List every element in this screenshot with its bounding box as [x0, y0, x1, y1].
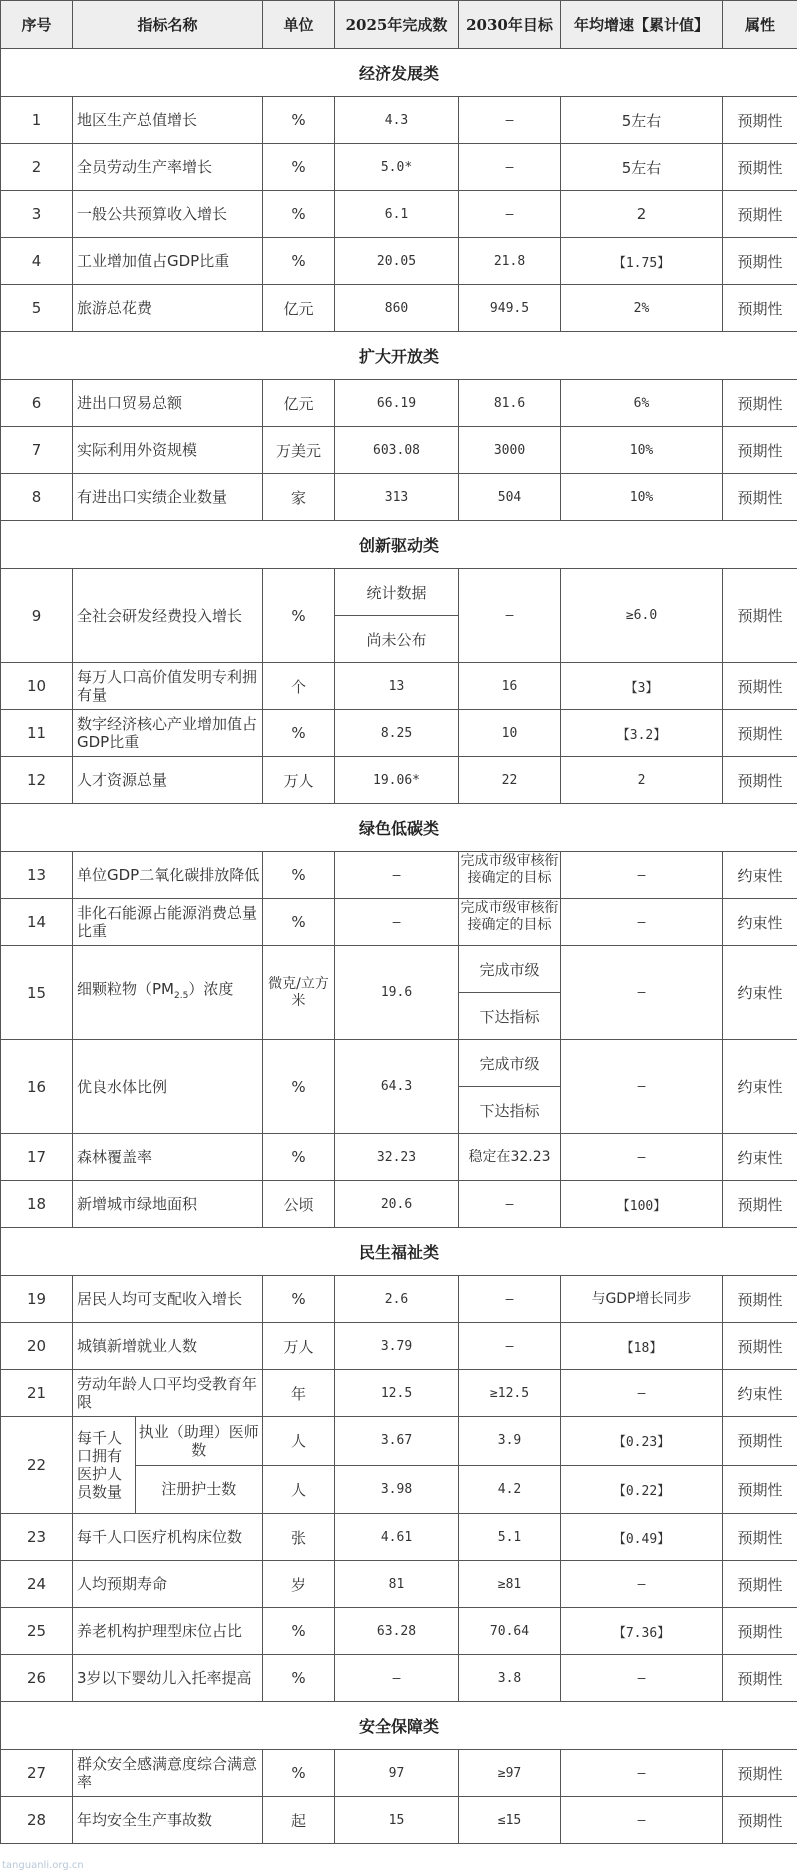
section-title-safety: 安全保障类 — [1, 1702, 797, 1750]
section-title-innov: 创新驱动类 — [1, 521, 797, 569]
cell-2025: 3.98 — [335, 1465, 459, 1514]
cell-name: 森林覆盖率 — [73, 1134, 263, 1181]
cell-attr: 预期性 — [723, 238, 797, 285]
cell-growth: — — [561, 1134, 723, 1181]
header-annual-growth: 年均增速【累计值】 — [561, 1, 723, 49]
cell-name — [73, 946, 263, 1040]
cell-2025: — — [335, 899, 459, 946]
cell-2030: 3000 — [459, 427, 561, 474]
cell-attr: 预期性 — [723, 1323, 797, 1370]
cell-seq: 1 — [1, 97, 73, 144]
cell-attr: 预期性 — [723, 1561, 797, 1608]
cell-name: 数字经济核心产业增加值占GDP比重 — [73, 710, 263, 757]
table-row — [1, 427, 797, 474]
cell-2030: ≤15 — [459, 1797, 561, 1844]
cell-2025: 66.19 — [335, 380, 459, 427]
section-header — [1, 804, 797, 852]
cell-2025: 2.6 — [335, 1276, 459, 1323]
cell-2030: — — [459, 144, 561, 191]
cell-2025: 3.79 — [335, 1323, 459, 1370]
cell-2030: 81.6 — [459, 380, 561, 427]
cell-unit: % — [263, 1276, 335, 1323]
cell-attr: 预期性 — [723, 1465, 797, 1514]
cell-growth: 10% — [561, 474, 723, 521]
cell-attr: 约束性 — [723, 852, 797, 899]
cell-unit: 万人 — [263, 1323, 335, 1370]
cell-seq: 16 — [1, 1040, 73, 1134]
header-attribute: 属性 — [723, 1, 797, 49]
cell-seq: 13 — [1, 852, 73, 899]
cell-name: 每万人口高价值发明专利拥有量 — [73, 663, 263, 710]
cell-name: 优良水体比例 — [73, 1040, 263, 1134]
cell-2025: 5.0* — [335, 144, 459, 191]
header-unit: 单位 — [263, 1, 335, 49]
cell-seq: 6 — [1, 380, 73, 427]
table-row — [1, 1181, 797, 1228]
cell-2025: 15 — [335, 1797, 459, 1844]
table-row — [1, 663, 797, 710]
section-title-open: 扩大开放类 — [1, 332, 797, 380]
cell-unit: 亿元 — [263, 380, 335, 427]
cell-unit: % — [263, 97, 335, 144]
table-row — [1, 1323, 797, 1370]
cell-2030: 10 — [459, 710, 561, 757]
cell-name: 工业增加值占GDP比重 — [73, 238, 263, 285]
cell-name: 劳动年龄人口平均受教育年限 — [73, 1370, 263, 1417]
header-2030-target: 2030年目标 — [459, 1, 561, 49]
cell-name: 地区生产总值增长 — [73, 97, 263, 144]
cell-unit: 家 — [263, 474, 335, 521]
cell-seq: 10 — [1, 663, 73, 710]
cell-attr: 约束性 — [723, 1040, 797, 1134]
table-row — [1, 380, 797, 427]
table-row — [1, 852, 797, 899]
table-row — [1, 285, 797, 332]
cell-2030: 22 — [459, 757, 561, 804]
table-row — [1, 1608, 797, 1655]
cell-name: 新增城市绿地面积 — [73, 1181, 263, 1228]
table-row — [1, 191, 797, 238]
cell-2030: — — [459, 1323, 561, 1370]
cell-2030: — — [459, 191, 561, 238]
cell-growth: — — [561, 1797, 723, 1844]
cell-2025: 6.1 — [335, 191, 459, 238]
cell-seq: 19 — [1, 1276, 73, 1323]
cell-name: 城镇新增就业人数 — [73, 1323, 263, 1370]
cell-2030: 3.9 — [459, 1417, 561, 1466]
table-header — [1, 1, 797, 49]
cell-2025: 97 — [335, 1750, 459, 1797]
cell-growth: 5左右 — [561, 144, 723, 191]
section-header — [1, 332, 797, 380]
cell-name: 一般公共预算收入增长 — [73, 191, 263, 238]
cell-attr: 预期性 — [723, 191, 797, 238]
cell-2025: — — [335, 852, 459, 899]
cell-unit: 万人 — [263, 757, 335, 804]
cell-subname-doctors: 执业（助理）医师数 — [135, 1417, 262, 1465]
cell-growth: 【100】 — [561, 1181, 723, 1228]
cell-name: 群众安全感满意度综合满意率 — [73, 1750, 263, 1797]
cell-2025: 860 — [335, 285, 459, 332]
cell-name: 3岁以下婴幼儿入托率提高 — [73, 1655, 263, 1702]
cell-unit: % — [263, 1134, 335, 1181]
cell-2030: 4.2 — [459, 1465, 561, 1514]
cell-seq: 27 — [1, 1750, 73, 1797]
cell-attr: 预期性 — [723, 380, 797, 427]
cell-seq: 17 — [1, 1134, 73, 1181]
cell-growth: 5左右 — [561, 97, 723, 144]
cell-name: 单位GDP二氧化碳排放降低 — [73, 852, 263, 899]
cell-2030: — — [459, 97, 561, 144]
cell-2025: 19.6 — [335, 946, 459, 1040]
cell-growth: 10% — [561, 427, 723, 474]
cell-2030: 504 — [459, 474, 561, 521]
cell-2025: 20.05 — [335, 238, 459, 285]
cell-name: 有进出口实绩企业数量 — [73, 474, 263, 521]
cell-2025-line1: 统计数据 — [335, 569, 459, 616]
cell-2025: 81 — [335, 1561, 459, 1608]
cell-name: 居民人均可支配收入增长 — [73, 1276, 263, 1323]
cell-unit: % — [263, 1655, 335, 1702]
cell-seq: 23 — [1, 1514, 73, 1561]
cell-attr: 预期性 — [723, 569, 797, 663]
cell-attr: 预期性 — [723, 97, 797, 144]
header-seq: 序号 — [1, 1, 73, 49]
cell-name-pre: 细颗粒物（PM — [77, 980, 174, 998]
cell-attr: 约束性 — [723, 1134, 797, 1181]
cell-growth: 【18】 — [561, 1323, 723, 1370]
cell-2030: 稳定在32.23 — [459, 1134, 561, 1181]
cell-2030: 70.64 — [459, 1608, 561, 1655]
cell-attr: 预期性 — [723, 285, 797, 332]
cell-seq: 22 — [1, 1417, 73, 1514]
cell-unit: 万美元 — [263, 427, 335, 474]
cell-growth: 2 — [561, 757, 723, 804]
cell-unit: % — [263, 1750, 335, 1797]
cell-attr: 预期性 — [723, 1797, 797, 1844]
watermark-text: tanguanli.org.cn — [2, 1860, 84, 1871]
cell-attr: 预期性 — [723, 757, 797, 804]
cell-2030-text: 完成市级审核衔接确定的目标 — [460, 853, 559, 886]
cell-unit: 微克/立方米 — [263, 946, 335, 1040]
cell-attr: 约束性 — [723, 1370, 797, 1417]
cell-2030-line1: 完成市级 — [459, 1040, 561, 1087]
table-row — [1, 1561, 797, 1608]
cell-seq: 25 — [1, 1608, 73, 1655]
cell-unit: 年 — [263, 1370, 335, 1417]
section-header — [1, 1228, 797, 1276]
cell-seq: 7 — [1, 427, 73, 474]
cell-unit: % — [263, 238, 335, 285]
cell-growth: 【0.22】 — [561, 1465, 723, 1514]
cell-attr: 约束性 — [723, 899, 797, 946]
cell-attr: 预期性 — [723, 427, 797, 474]
section-header — [1, 1702, 797, 1750]
cell-seq: 20 — [1, 1323, 73, 1370]
cell-growth: — — [561, 1370, 723, 1417]
cell-2030 — [459, 852, 561, 899]
cell-unit: % — [263, 710, 335, 757]
cell-unit: 亿元 — [263, 285, 335, 332]
table-row — [1, 1750, 797, 1797]
cell-name-group — [73, 1417, 263, 1514]
table-row — [1, 899, 797, 946]
table-row — [1, 1417, 797, 1466]
cell-attr: 预期性 — [723, 710, 797, 757]
cell-growth: 【0.49】 — [561, 1514, 723, 1561]
cell-seq: 3 — [1, 191, 73, 238]
cell-name: 养老机构护理型床位占比 — [73, 1608, 263, 1655]
table-row — [1, 569, 797, 616]
cell-2030 — [459, 899, 561, 946]
cell-name: 每千人口医疗机构床位数 — [73, 1514, 263, 1561]
cell-2025: 64.3 — [335, 1040, 459, 1134]
cell-2030: 16 — [459, 663, 561, 710]
table-row — [1, 1134, 797, 1181]
cell-growth: — — [561, 946, 723, 1040]
cell-attr: 预期性 — [723, 663, 797, 710]
cell-2030: — — [459, 569, 561, 663]
cell-attr: 预期性 — [723, 144, 797, 191]
cell-growth: 【1.75】 — [561, 238, 723, 285]
section-header — [1, 521, 797, 569]
section-title-welfare: 民生福祉类 — [1, 1228, 797, 1276]
table-row — [1, 1370, 797, 1417]
cell-seq: 28 — [1, 1797, 73, 1844]
header-indicator-name: 指标名称 — [73, 1, 263, 49]
section-title-econ: 经济发展类 — [1, 49, 797, 97]
cell-growth: 与GDP增长同步 — [561, 1276, 723, 1323]
cell-2030: ≥81 — [459, 1561, 561, 1608]
cell-2025: 20.6 — [335, 1181, 459, 1228]
cell-name: 非化石能源占能源消费总量比重 — [73, 899, 263, 946]
cell-name: 全社会研发经费投入增长 — [73, 569, 263, 663]
table-row — [1, 710, 797, 757]
cell-unit: 岁 — [263, 1561, 335, 1608]
cell-2030: 949.5 — [459, 285, 561, 332]
table-row — [1, 946, 797, 993]
cell-2025: 32.23 — [335, 1134, 459, 1181]
cell-seq: 11 — [1, 710, 73, 757]
cell-attr: 预期性 — [723, 1276, 797, 1323]
cell-unit: % — [263, 1608, 335, 1655]
cell-2025: 19.06* — [335, 757, 459, 804]
name-subtable — [73, 1417, 262, 1513]
cell-2030: — — [459, 1276, 561, 1323]
cell-growth: — — [561, 1561, 723, 1608]
cell-2025: — — [335, 1655, 459, 1702]
cell-name: 年均安全生产事故数 — [73, 1797, 263, 1844]
cell-unit: % — [263, 144, 335, 191]
cell-growth: 2% — [561, 285, 723, 332]
cell-attr: 预期性 — [723, 1750, 797, 1797]
table-row — [1, 144, 797, 191]
cell-growth: 【7.36】 — [561, 1608, 723, 1655]
cell-seq: 15 — [1, 946, 73, 1040]
cell-2030-line1: 完成市级 — [459, 946, 561, 993]
cell-name: 全员劳动生产率增长 — [73, 144, 263, 191]
cell-attr: 预期性 — [723, 1181, 797, 1228]
cell-unit: % — [263, 899, 335, 946]
cell-growth: — — [561, 1655, 723, 1702]
cell-attr: 预期性 — [723, 1417, 797, 1466]
table-row — [1, 1040, 797, 1087]
cell-unit: 人 — [263, 1417, 335, 1466]
cell-unit: 个 — [263, 663, 335, 710]
cell-growth: 2 — [561, 191, 723, 238]
table-row — [1, 1276, 797, 1323]
cell-unit: % — [263, 191, 335, 238]
cell-2025: 313 — [335, 474, 459, 521]
cell-2030-text: 完成市级审核衔接确定的目标 — [460, 900, 559, 933]
cell-attr: 预期性 — [723, 1655, 797, 1702]
cell-unit: 人 — [263, 1465, 335, 1514]
cell-name-subscript: 2.5 — [174, 991, 189, 1001]
cell-2025: 603.08 — [335, 427, 459, 474]
cell-name: 旅游总花费 — [73, 285, 263, 332]
cell-name: 人才资源总量 — [73, 757, 263, 804]
cell-seq: 8 — [1, 474, 73, 521]
cell-2025: 13 — [335, 663, 459, 710]
table-row — [1, 97, 797, 144]
cell-2025: 12.5 — [335, 1370, 459, 1417]
cell-growth: — — [561, 899, 723, 946]
table-row — [1, 1514, 797, 1561]
cell-name: 每千人口拥有医护人员数量 — [73, 1417, 135, 1513]
cell-name: 实际利用外资规模 — [73, 427, 263, 474]
cell-seq: 18 — [1, 1181, 73, 1228]
cell-unit: % — [263, 1040, 335, 1134]
cell-2030-line2: 下达指标 — [459, 1087, 561, 1134]
table-row — [1, 757, 797, 804]
cell-unit: 公顷 — [263, 1181, 335, 1228]
cell-2030: ≥97 — [459, 1750, 561, 1797]
cell-seq: 24 — [1, 1561, 73, 1608]
cell-growth: 【3】 — [561, 663, 723, 710]
table-row — [1, 474, 797, 521]
section-title-green: 绿色低碳类 — [1, 804, 797, 852]
cell-growth: 6% — [561, 380, 723, 427]
cell-seq: 9 — [1, 569, 73, 663]
cell-2025: 3.67 — [335, 1417, 459, 1466]
cell-2030-line2: 下达指标 — [459, 993, 561, 1040]
cell-unit: % — [263, 852, 335, 899]
cell-growth: 【0.23】 — [561, 1417, 723, 1466]
table-row — [1, 1655, 797, 1702]
cell-growth: ≥6.0 — [561, 569, 723, 663]
cell-unit: % — [263, 569, 335, 663]
cell-seq: 26 — [1, 1655, 73, 1702]
cell-seq: 5 — [1, 285, 73, 332]
cell-seq: 12 — [1, 757, 73, 804]
table-row — [1, 1797, 797, 1844]
cell-growth: 【3.2】 — [561, 710, 723, 757]
cell-unit: 起 — [263, 1797, 335, 1844]
cell-seq: 4 — [1, 238, 73, 285]
cell-name-post: ）浓度 — [188, 980, 234, 998]
header-2025-actual: 2025年完成数 — [335, 1, 459, 49]
cell-seq: 14 — [1, 899, 73, 946]
cell-growth: — — [561, 852, 723, 899]
cell-seq: 21 — [1, 1370, 73, 1417]
cell-2025: 4.61 — [335, 1514, 459, 1561]
cell-2025: 63.28 — [335, 1608, 459, 1655]
cell-name: 进出口贸易总额 — [73, 380, 263, 427]
cell-2025: 4.3 — [335, 97, 459, 144]
cell-growth: — — [561, 1040, 723, 1134]
cell-attr: 预期性 — [723, 474, 797, 521]
cell-seq: 2 — [1, 144, 73, 191]
table-row — [1, 238, 797, 285]
cell-growth: — — [561, 1750, 723, 1797]
cell-attr: 预期性 — [723, 1514, 797, 1561]
cell-unit: 张 — [263, 1514, 335, 1561]
cell-name: 人均预期寿命 — [73, 1561, 263, 1608]
cell-attr: 预期性 — [723, 1608, 797, 1655]
cell-subname-nurses: 注册护士数 — [161, 1480, 237, 1499]
cell-2030: 3.8 — [459, 1655, 561, 1702]
cell-2025: 8.25 — [335, 710, 459, 757]
cell-2025-line2: 尚未公布 — [335, 616, 459, 663]
cell-2030: ≥12.5 — [459, 1370, 561, 1417]
cell-2030: 5.1 — [459, 1514, 561, 1561]
cell-2030: — — [459, 1181, 561, 1228]
section-header — [1, 49, 797, 97]
cell-attr: 约束性 — [723, 946, 797, 1040]
cell-2030: 21.8 — [459, 238, 561, 285]
